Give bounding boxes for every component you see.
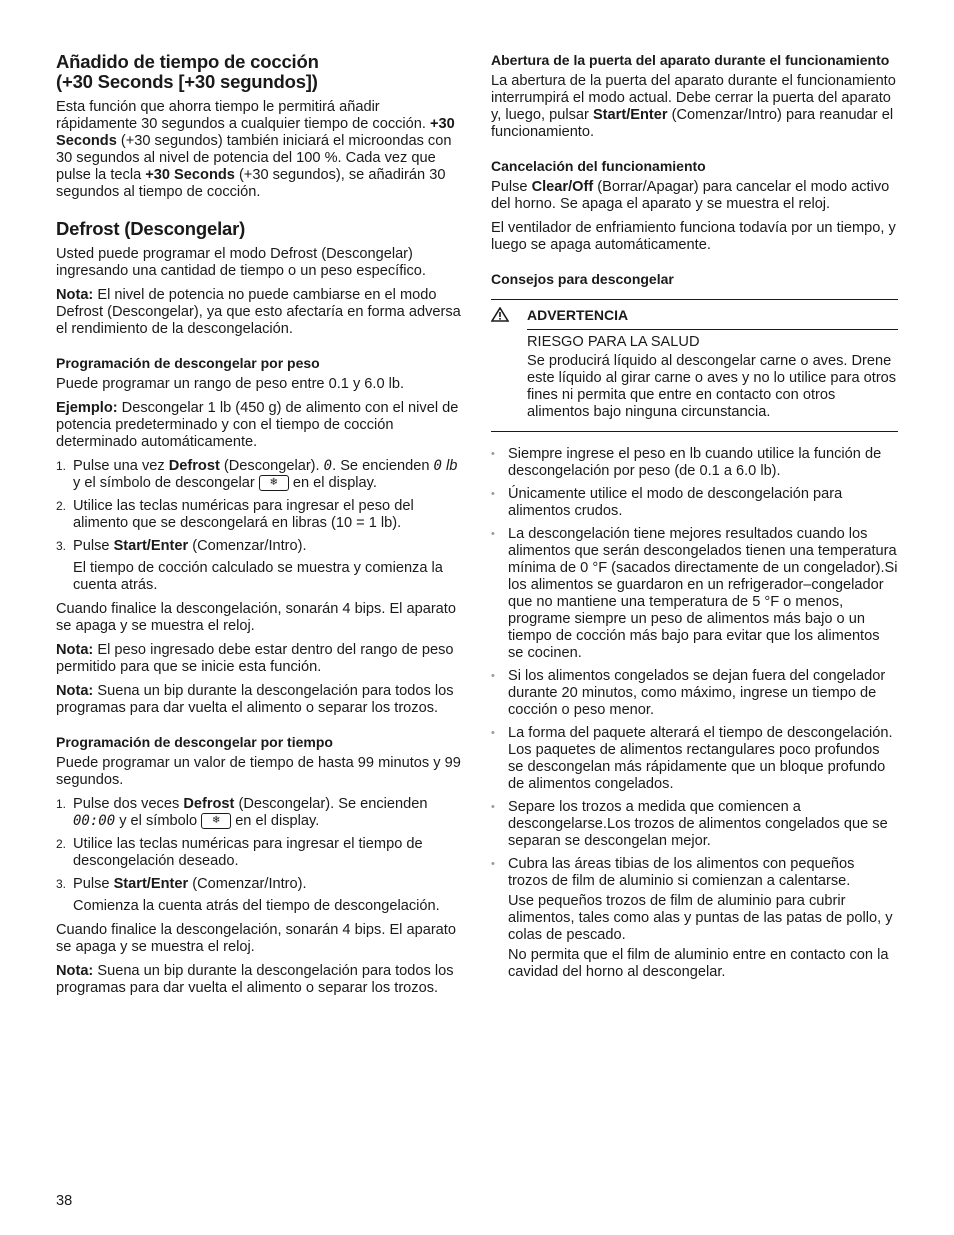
weight-step-2: 2. Utilice las teclas numéricas para ingresar el peso del alimento que se descongelará en libras (10 = 1 lb). [56,498,414,531]
defrost-title: Defrost (Descongelar) [56,218,246,239]
fan-paragraph: El ventilador de enfriamiento funciona todavía por un tiempo, y luego se apaga automáticamente. [491,220,896,253]
time-step-1: 1. Pulse dos veces Defrost (Descongelar). Se encienden 00:00 y el símbolo ❄ en el display. [56,796,428,829]
time-step-2: 2. Utilice las teclas numéricas para ingresar el tiempo de descongelación deseado. [56,836,423,869]
weight-step-1: 1. Pulse una vez Defrost (Descongelar). 0. Se encienden 0 lb y el símbolo de descongelar ❄ en el display. [56,458,458,491]
list-item: • La forma del paquete alterará el tiempo de descongelación. Los paquetes de alimentos rectangulares poco profundos se descongelan más rápidamente que un bloque profundo de alimentos congelados. [491,725,898,793]
weight-example: Ejemplo: Descongelar 1 lb (450 g) de alimento con el nivel de potencia predeterminado y con el tiempo de cocción determinado automáticamente. [56,400,459,450]
right-column [491,52,898,987]
time-title: Programación de descongelar por tiempo [56,734,333,750]
add-time-title: Añadido de tiempo de cocción (+30 Seconds [+30 segundos]) [56,51,319,92]
time-note: Nota: Suena un bip durante la descongelación para todos los programas para dar vuelta el alimento o separar los trozos. [56,963,454,996]
weight-note-1: Nota: El peso ingresado debe estar dentro del rango de peso permitido para que se inicie esta función. [56,642,454,675]
list-item: • La descongelación tiene mejores resultados cuando los alimentos que serán descongelados tienen una temperatura mínima de 0 °F (sacados directamente de un congelador).Si los alimentos se guardaron en un refrigerador–congelador que no mantiene una temperatura de 5 °F o menos, programe siempre un peso de alimentos más bajo o un tiempo de cocción más bajo para evitar que los alimentos se cocinen. [491,526,898,662]
weight-after: Cuando finalice la descongelación, sonarán 4 bips. El aparato se apaga y se muestra el reloj. [56,601,456,634]
warning-box [491,299,898,432]
defrost-symbol-icon: ❄ [259,475,289,491]
list-item: • Si los alimentos congelados se dejan fuera del congelador durante 20 minutos, como máximo, ingrese un tiempo de cocción o peso menor. [491,668,898,719]
tips-list [491,446,898,981]
defrost-symbol-icon: ❄ [201,813,231,829]
warning-title: ADVERTENCIA [527,305,898,330]
page-number: 38 [56,1193,73,1209]
weight-title: Programación de descongelar por peso [56,355,320,371]
list-item: • Separe los trozos a medida que comiencen a descongelarse.Los trozos de alimentos congelados que se separan se descongelan mejor. [491,799,898,850]
list-item: • Únicamente utilice el modo de descongelación para alimentos crudos. [491,486,898,520]
foil-paragraph-1: Use pequeños trozos de film de aluminio para cubrir alimentos, tales como alas y puntas de las patas de pollo, y colas de pescado. [508,893,893,943]
display-digit: 0 [323,458,333,474]
weight-note-2: Nota: Suena un bip durante la descongelación para todos los programas para dar vuelta el alimento o separar los trozos. [56,683,454,716]
foil-paragraph-2: No permita que el film de aluminio entre en contacto con la cavidad del horno al descongelar. [508,947,889,980]
tips-section [491,271,898,981]
display-digit: 0 [433,458,442,474]
time-step-3: 3. Pulse Start/Enter (Comenzar/Intro). Comienza la cuenta atrás del tiempo de descongelación. [56,876,440,914]
weight-step-3: 3. Pulse Start/Enter (Comenzar/Intro). El tiempo de cocción calculado se muestra y comienza la cuenta atrás. [56,538,443,593]
door-title: Abertura de la puerta del aparato durante el funcionamiento [491,52,890,68]
time-section [56,734,461,997]
cancel-section [491,158,898,254]
cancel-paragraph: Pulse Clear/Off (Borrar/Apagar) para cancelar el modo activo del horno. Se apaga el aparato y se muestra el reloj. [491,179,890,212]
add-time-paragraph: Esta función que ahorra tiempo le permitirá añadir rápidamente 30 segundos a cualquier tiempo de cocción. +30 Seconds (+30 segundos) también iniciará el microondas con 30 segundos al nivel de potencia del 100 %. Cada vez que pulse la tecla +30 Seconds (+30 segundos), se añadirán 30 segundos al tiempo de cocción. [56,99,455,200]
weight-steps [56,458,461,594]
defrost-intro: Usted puede programar el modo Defrost (Descongelar) ingresando una cantidad de tiempo o un peso específico. [56,246,426,279]
warning-subtitle: RIESGO PARA LA SALUD [527,334,700,350]
time-range: Puede programar un valor de tiempo de hasta 99 minutos y 99 segundos. [56,755,461,788]
warning-text: Se producirá líquido al descongelar carne o aves. Drene este líquido al girar carne o aves y no lo utilice para otros fines ni permita que entre en contacto con otros alimentos bajo ninguna circunstancia. [527,353,897,420]
door-paragraph: La abertura de la puerta del aparato durante el funcionamiento interrumpirá el modo actual. Debe cerrar la puerta del aparato y, luego, pulsar Start/Enter (Comenzar/Intro) para reanudar el funcionamiento. [491,73,896,140]
weight-section [56,355,461,717]
warning-triangle-icon [491,307,509,327]
list-item: • Siempre ingrese el peso en lb cuando utilice la función de descongelación por peso (de 0.1 a 6.0 lb). [491,446,898,480]
tips-title: Consejos para descongelar [491,271,674,287]
cancel-title: Cancelación del funcionamiento [491,158,706,174]
time-steps [56,796,461,915]
display-time: 00:00 [73,813,116,829]
left-column [56,52,461,1004]
weight-range: Puede programar un rango de peso entre 0.1 y 6.0 lb. [56,376,405,392]
defrost-note: Nota: El nivel de potencia no puede cambiarse en el modo Defrost (Descongelar), ya que esto afectaría en forma adversa el rendimiento de la descongelación. [56,287,461,337]
time-after: Cuando finalice la descongelación, sonarán 4 bips. El aparato se apaga y se muestra el reloj. [56,922,456,955]
list-item: • Cubra las áreas tibias de los alimentos con pequeños trozos de film de aluminio si comienzan a calentarse. Use pequeños trozos de film de aluminio para cubrir alimentos, tales como alas y puntas de las patas de pollo, y colas de pescado. No permita que el film de aluminio entre en contacto con la cavidad del horno al descongelar. [491,856,898,981]
